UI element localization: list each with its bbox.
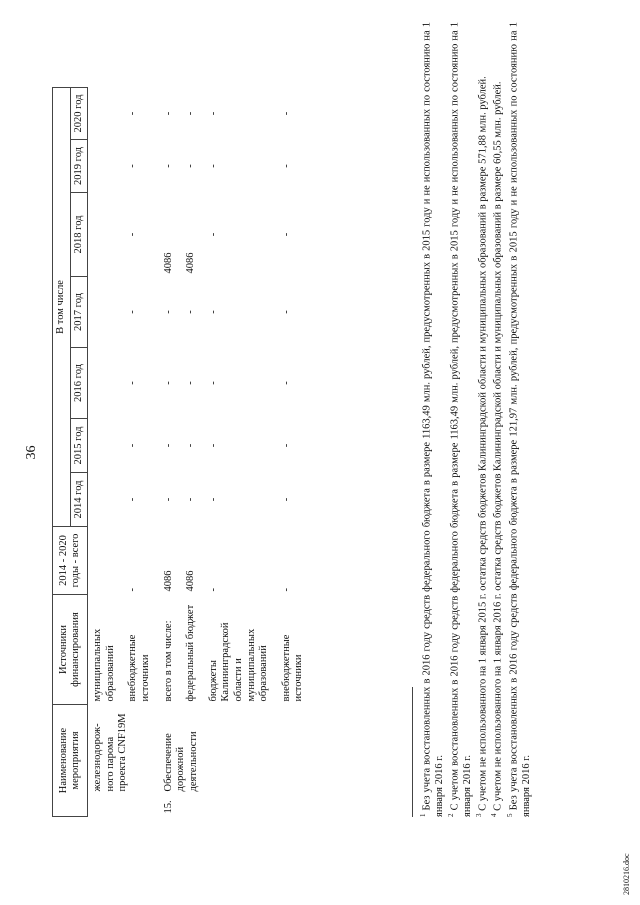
source-total: -	[127, 587, 139, 592]
year-value: -	[127, 443, 139, 448]
year-value: -	[162, 381, 174, 385]
header-row-top	[53, 21, 71, 816]
year-value: -	[185, 497, 197, 502]
year-value: -	[185, 381, 197, 385]
row-name: Обеспечение дорожной деятельности	[162, 731, 199, 792]
year-value: -	[207, 443, 219, 448]
year-value: -	[127, 310, 139, 314]
row-name: железнодорож-ного парома проекта CNF19M	[92, 713, 129, 792]
source-total	[88, 526, 124, 594]
year-value: -	[185, 443, 197, 448]
year-value: -	[207, 497, 219, 502]
year-value	[88, 192, 124, 276]
year-value: -	[280, 310, 292, 314]
year-value: -	[280, 443, 292, 448]
source-label: бюджеты Калининградской области и муниципальных образований	[207, 622, 270, 702]
header-year: 2018 год	[70, 192, 88, 276]
row-number	[88, 795, 124, 817]
year-value: -	[280, 111, 292, 116]
year-value	[88, 418, 124, 472]
year-value: -	[280, 381, 292, 385]
table-row	[88, 21, 124, 816]
header-year: 2016 год	[70, 347, 88, 418]
table-row	[181, 21, 204, 816]
year-value: -	[207, 310, 219, 314]
year-value: -	[280, 164, 292, 168]
table-row	[277, 21, 312, 816]
financing-table	[52, 21, 312, 817]
year-value: -	[127, 232, 139, 237]
footnote-text: Без учета восстановленных в 2016 году средств федерального бюджета в размере 121,97 млн. рублей, предусмотренных в 2015 году и не использованных по состоянию на 1 января 2016 г.	[508, 21, 533, 817]
footnote	[447, 22, 475, 817]
header-year: 2020 год	[70, 87, 88, 139]
source-total: 4086	[185, 570, 197, 592]
year-value	[88, 347, 124, 418]
page-number: 36	[24, 445, 39, 460]
table-row	[204, 21, 277, 816]
footnote-mark: 5	[505, 813, 514, 817]
year-value: 4086	[185, 252, 197, 274]
source-label: муниципальных образований	[92, 628, 116, 702]
document-code: 2810216.doc	[622, 853, 631, 895]
header-year: 2015 год	[70, 418, 88, 472]
year-value: -	[127, 111, 139, 116]
year-value: -	[185, 111, 197, 116]
footnote-mark: 1	[419, 813, 427, 817]
year-value: -	[162, 443, 174, 448]
footnote	[490, 22, 505, 817]
footnote	[419, 22, 447, 817]
year-value: -	[185, 164, 197, 168]
year-value	[88, 139, 124, 192]
year-value: -	[162, 164, 174, 168]
year-value: -	[162, 310, 174, 314]
source-label: всего в том числе:	[162, 620, 174, 702]
footnote-text: Без учета восстановленных в 2016 году средств федерального бюджета в размере 1163,49 млн. рублей, предусмотренных в 2015 году и не использованных по состоянию на 1 января 2016 г.	[421, 21, 446, 817]
source-total: 4086	[162, 570, 174, 592]
header-including: В том числе	[53, 87, 71, 526]
year-value	[88, 472, 124, 526]
year-value: -	[207, 232, 219, 237]
header-year: 2017 год	[70, 276, 88, 347]
footnote-mark: 2	[447, 813, 456, 817]
year-value: -	[207, 111, 219, 116]
year-value: -	[280, 497, 292, 502]
footnotes	[412, 22, 534, 817]
source-label: внебюджетные источники	[280, 634, 305, 702]
footnote-text: С учетом не использованного на 1 января 2016 г. остатка средств бюджетов Калининградской области и муниципальных образований в размере 60,55 млн. рублей.	[492, 81, 504, 811]
year-value: -	[207, 164, 219, 168]
year-value: -	[207, 381, 219, 385]
header-year: 2014 год	[70, 472, 88, 526]
year-value: 4086	[162, 252, 174, 274]
year-value	[88, 276, 124, 347]
source-label: внебюджетные источники	[127, 634, 151, 702]
year-value: -	[280, 232, 292, 237]
source-total: -	[207, 587, 219, 592]
footnote	[506, 22, 534, 817]
source-label: федеральный бюджет	[185, 604, 197, 702]
year-value: -	[127, 164, 139, 168]
source-total: -	[280, 587, 292, 592]
header-year: 2019 год	[70, 139, 88, 192]
table-row	[123, 21, 158, 816]
year-value: -	[185, 310, 197, 314]
year-value: -	[162, 497, 174, 502]
year-value: -	[127, 381, 139, 385]
footnote-mark: 3	[475, 813, 484, 817]
table-row	[159, 21, 182, 816]
footnote-text: С учетом восстановленных в 2016 году средств федерального бюджета в размере 1163,49 млн. рублей, предусмотренных в 2015 году и не использованных по состоянию на 1 января 2016 г.	[449, 22, 474, 817]
year-value: -	[162, 111, 174, 116]
footnote-mark: 4	[490, 813, 499, 817]
header-source: Источники финансирования	[53, 594, 88, 704]
footnote	[475, 22, 490, 817]
row-number: 15.	[162, 800, 174, 814]
header-total: 2014 - 2020 годы - всего	[53, 526, 88, 594]
footnote-text: С учетом не использованного на 1 января 2015 г. остатка средств бюджетов Калининградской области и муниципальных образований в размере 571,88 млн. рублей.	[477, 76, 489, 811]
header-name: Наименование мероприятия	[53, 704, 88, 816]
year-value	[88, 87, 124, 139]
year-value: -	[127, 497, 139, 502]
footnote-divider	[412, 687, 413, 817]
